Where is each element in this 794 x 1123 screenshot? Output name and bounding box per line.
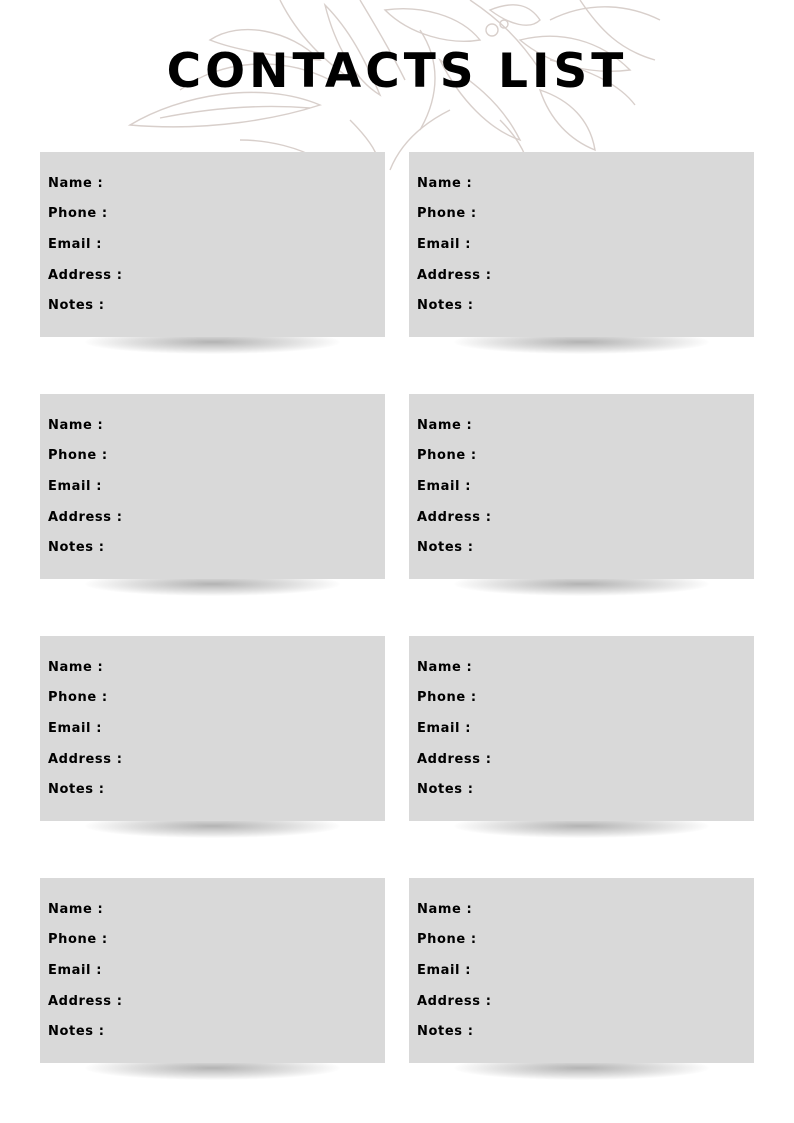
contact-card: [40, 394, 385, 579]
contact-card: [40, 878, 385, 1063]
notes-label: Notes :: [48, 298, 105, 313]
email-label: Email :: [417, 721, 472, 736]
phone-label: Phone :: [417, 206, 477, 221]
email-label: Email :: [417, 237, 472, 252]
notes-label: Notes :: [417, 782, 474, 797]
phone-label: Phone :: [48, 448, 108, 463]
contact-card: [409, 636, 754, 821]
name-label: Name :: [48, 902, 104, 917]
email-label: Email :: [48, 963, 103, 978]
address-label: Address :: [417, 268, 492, 283]
contact-card-body: [409, 636, 754, 821]
notes-label: Notes :: [417, 540, 474, 555]
name-label: Name :: [417, 418, 473, 433]
address-label: Address :: [417, 510, 492, 525]
address-label: Address :: [417, 752, 492, 767]
contact-card-body: [40, 636, 385, 821]
contact-card: [409, 394, 754, 579]
page-title: CONTACTS LIST: [166, 44, 628, 99]
contact-card-body: [409, 152, 754, 337]
phone-label: Phone :: [417, 932, 477, 947]
email-label: Email :: [48, 721, 103, 736]
address-label: Address :: [48, 752, 123, 767]
contact-card: [40, 152, 385, 337]
address-label: Address :: [48, 994, 123, 1009]
notes-label: Notes :: [48, 782, 105, 797]
notes-label: Notes :: [48, 1024, 105, 1039]
email-label: Email :: [48, 479, 103, 494]
phone-label: Phone :: [417, 448, 477, 463]
name-label: Name :: [48, 176, 104, 191]
name-label: Name :: [417, 176, 473, 191]
name-label: Name :: [48, 660, 104, 675]
contact-card-body: [40, 878, 385, 1063]
address-label: Address :: [417, 994, 492, 1009]
contact-card: [40, 636, 385, 821]
name-label: Name :: [417, 660, 473, 675]
contact-card-body: [409, 394, 754, 579]
address-label: Address :: [48, 510, 123, 525]
phone-label: Phone :: [48, 932, 108, 947]
contact-card: [409, 152, 754, 337]
phone-label: Phone :: [417, 690, 477, 705]
name-label: Name :: [48, 418, 104, 433]
email-label: Email :: [48, 237, 103, 252]
contact-card-body: [40, 152, 385, 337]
contact-card: [409, 878, 754, 1063]
phone-label: Phone :: [48, 690, 108, 705]
phone-label: Phone :: [48, 206, 108, 221]
notes-label: Notes :: [417, 1024, 474, 1039]
email-label: Email :: [417, 963, 472, 978]
contact-card-body: [40, 394, 385, 579]
notes-label: Notes :: [48, 540, 105, 555]
email-label: Email :: [417, 479, 472, 494]
contact-card-body: [409, 878, 754, 1063]
address-label: Address :: [48, 268, 123, 283]
name-label: Name :: [417, 902, 473, 917]
notes-label: Notes :: [417, 298, 474, 313]
